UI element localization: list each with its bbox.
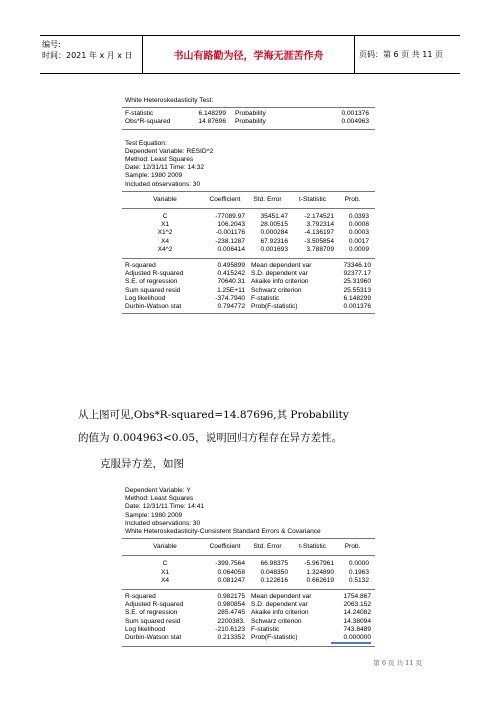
info-line: Included observations: 30 [125,180,201,188]
info-line: Date: 12/31/11 Time: 14:32 [125,164,205,172]
coef-table [122,556,375,589]
cell: Sum squared resid [125,286,181,294]
col-header: Coefficient [209,195,241,203]
paragraph-line: 从上图可见,Obs*R-squared=14.87696,其 Probability [78,409,349,421]
cell: Akaike info criterion [251,609,309,617]
cell: 0.0003 [348,229,369,237]
cell: 73346.10 [343,262,371,270]
coef-table [122,209,375,258]
cell: 1.324890 [306,568,334,576]
stat-prob-label: Probability [235,118,266,126]
stat-value: 14.87696 [198,118,226,126]
paragraph-line: 的值为 0.004963<0.05，说明回归方程存在异方差性。 [78,432,343,444]
cell: Durbin-Watson stat [125,303,182,311]
stat-prob-value: 0.004963 [341,118,369,126]
cell: S.E. of regression [125,278,178,286]
cell: 0.980854 [217,601,245,609]
cell: -3.505854 [304,237,334,245]
stat-prob-value: 0.001376 [341,110,369,118]
table-row [125,569,372,577]
cell: -210.6123 [215,625,245,633]
coef-header [122,192,375,208]
cell: 106.2043 [217,221,245,229]
table-row [125,577,372,585]
summary-table [122,259,375,313]
summary-row [125,634,372,644]
cell: 0.001693 [260,245,288,253]
cell: 14.24082 [343,609,371,617]
cell: 6.148299 [343,294,371,302]
summary-row [125,626,372,634]
cell: 1754.867 [343,593,371,601]
cell: -238.1287 [215,237,245,245]
table-row [125,238,372,246]
cell: 0.122616 [260,576,288,584]
cell: X4 [160,576,170,584]
cell: R-squared [125,262,156,270]
info-line: White Heteroskedasticity-Consistent Standard Errors & Covariance [125,528,321,536]
summary-row [125,303,372,311]
info-line: Sample: 1980 2009 [125,172,183,180]
header-number: 编号: [42,40,61,49]
cell: 0.5132 [348,576,369,584]
col-header: Variable [153,543,177,551]
cell: 66.98375 [260,560,288,568]
cell: Mean dependent var [251,593,312,601]
summary-row [125,618,372,626]
cell: -5.967961 [304,560,334,568]
cell: F-statistic [251,294,280,302]
cell: 0.0017 [348,237,369,245]
summary-table [122,590,375,646]
stat-prob-label: Probability [235,110,266,118]
cell: Schwarz criterion [251,617,302,625]
cell: F-statistic [251,625,280,633]
summary-row [125,278,372,286]
cell: X1^2 [157,229,173,237]
cell: 0.982175 [217,593,245,601]
stat-value: 6.148299 [198,110,226,118]
cell: 0.001376 [343,303,371,311]
info-line: Test Equation: [125,139,167,147]
cell: 92377.17 [343,270,371,278]
cell: 2063.152 [343,601,371,609]
cell: 0.415242 [217,270,245,278]
cell: Schwarz criterion [251,286,302,294]
cell: 0.064058 [217,568,245,576]
cell: 1.25E+11 [217,286,245,294]
cell: 0.662619 [306,576,334,584]
info-line: Included observations: 30 [125,519,201,527]
cell: 0.000284 [260,229,288,237]
info-line: Dependent Variable: Y [125,487,191,494]
cell: 0.048350 [260,568,288,576]
cell: 70640.31 [217,278,245,286]
summary-row [125,601,372,609]
info-line: Method: Least Squares [125,156,194,164]
white-test-title: White Heteroskedasticity Test: [125,97,214,104]
cell: -77089.97 [215,213,245,221]
stat-row [125,110,372,118]
cell: Log likelihood [125,625,166,633]
cell: Durbin-Watson stat [125,634,182,642]
stat-row [125,118,372,126]
cell: 0.1963 [348,568,369,576]
coef-header [122,539,375,555]
col-header: Std. Error [253,543,282,551]
cell: -2.174521 [304,213,334,221]
cell: 14.38094 [343,617,371,625]
table-row [125,213,372,221]
header-meta [40,36,143,73]
regression-info [122,485,375,538]
col-header: Prob. [344,543,361,551]
cell: 0.794772 [217,303,245,311]
cell: R-squared [125,593,156,601]
table-row [125,221,372,229]
cell: 285.4745 [217,609,245,617]
cell: 0.0393 [348,213,369,221]
cell: -374.7940 [215,294,245,302]
cell: Mean dependent var [251,262,312,270]
cell: Prob(F-statistic) [251,634,298,642]
cell: -0.001176 [215,229,245,237]
cell: S.D. dependent var [251,270,308,278]
col-header: t-Statistic [298,543,327,551]
cell: 28.00515 [260,221,288,229]
col-header: Coefficient [209,543,241,551]
cell: 25.55313 [343,286,371,294]
page-header [40,35,460,74]
cell: Akaike info criterion [251,278,309,286]
cell: 0.006414 [217,245,245,253]
cell: X1 [160,568,170,576]
cell: 0.495899 [217,262,245,270]
info-line: Sample: 1980 2009 [125,511,183,519]
col-header: t-Statistic [298,195,327,203]
cell: -399.7564 [215,560,245,568]
col-header: Std. Error [253,195,282,203]
summary-row [125,295,372,303]
stat-label: F-statistic [125,110,154,118]
cell: -4.136197 [304,229,334,237]
cell: 0.213352 [217,634,245,642]
stat-label: Obs*R-squared [125,118,171,126]
summary-row [125,593,372,601]
info-line: Method: Least Squares [125,495,194,503]
cell: 25.31960 [343,278,371,286]
cell: 0.081247 [217,576,245,584]
table-row [125,229,372,237]
cell: Sum squared resid [125,617,181,625]
info-line: Date: 12/31/11 Time: 14:41 [125,503,205,511]
cell: S.E. of regression [125,609,178,617]
white-test-output [122,95,375,314]
white-corrected-output [122,485,375,647]
cell: X4^2 [157,245,173,253]
header-page: 页码：第 6 页 共 11 页 [359,50,443,59]
cell: 0.0009 [348,245,369,253]
header-date: 时间：2021 年 x 月 x 日 [42,51,133,60]
cell: 3.792314 [306,221,334,229]
cell: S.D. dependent var [251,601,308,609]
cell: 67.92316 [260,237,288,245]
cell: Log likelihood [125,294,166,302]
cell: X1 [160,221,170,229]
cell: X4 [160,237,170,245]
info-line: Dependent Variable: RESID^2 [125,147,214,155]
cell: 2200383. [217,617,245,625]
cell: 35451.47 [260,213,288,221]
cell: 0.0000 [348,560,369,568]
page-footer: 第 6 页 共 11 页 [373,659,422,667]
summary-row [125,262,372,270]
cell: C [162,560,168,568]
col-header: Prob. [344,195,361,203]
table-row [125,560,372,568]
summary-row [125,287,372,295]
cell: Adjusted R-squared [125,270,184,278]
header-motto: 书山有路勤为径，学海无涯苦作舟 [143,36,355,73]
cell: 743.8489 [343,625,371,633]
highlighted-cell: 0.000000 [331,634,371,644]
cell: Prob(F-statistic) [251,303,298,311]
table-row [125,246,372,254]
summary-row [125,609,372,617]
cell: 0.0008 [348,221,369,229]
cell: 3.788709 [306,245,334,253]
cell: Adjusted R-squared [125,601,184,609]
cell: C [162,213,168,221]
col-header: Variable [153,195,177,203]
paragraph-line: 克服异方差，如图 [100,458,184,470]
test-equation-info [122,130,375,191]
summary-row [125,270,372,278]
